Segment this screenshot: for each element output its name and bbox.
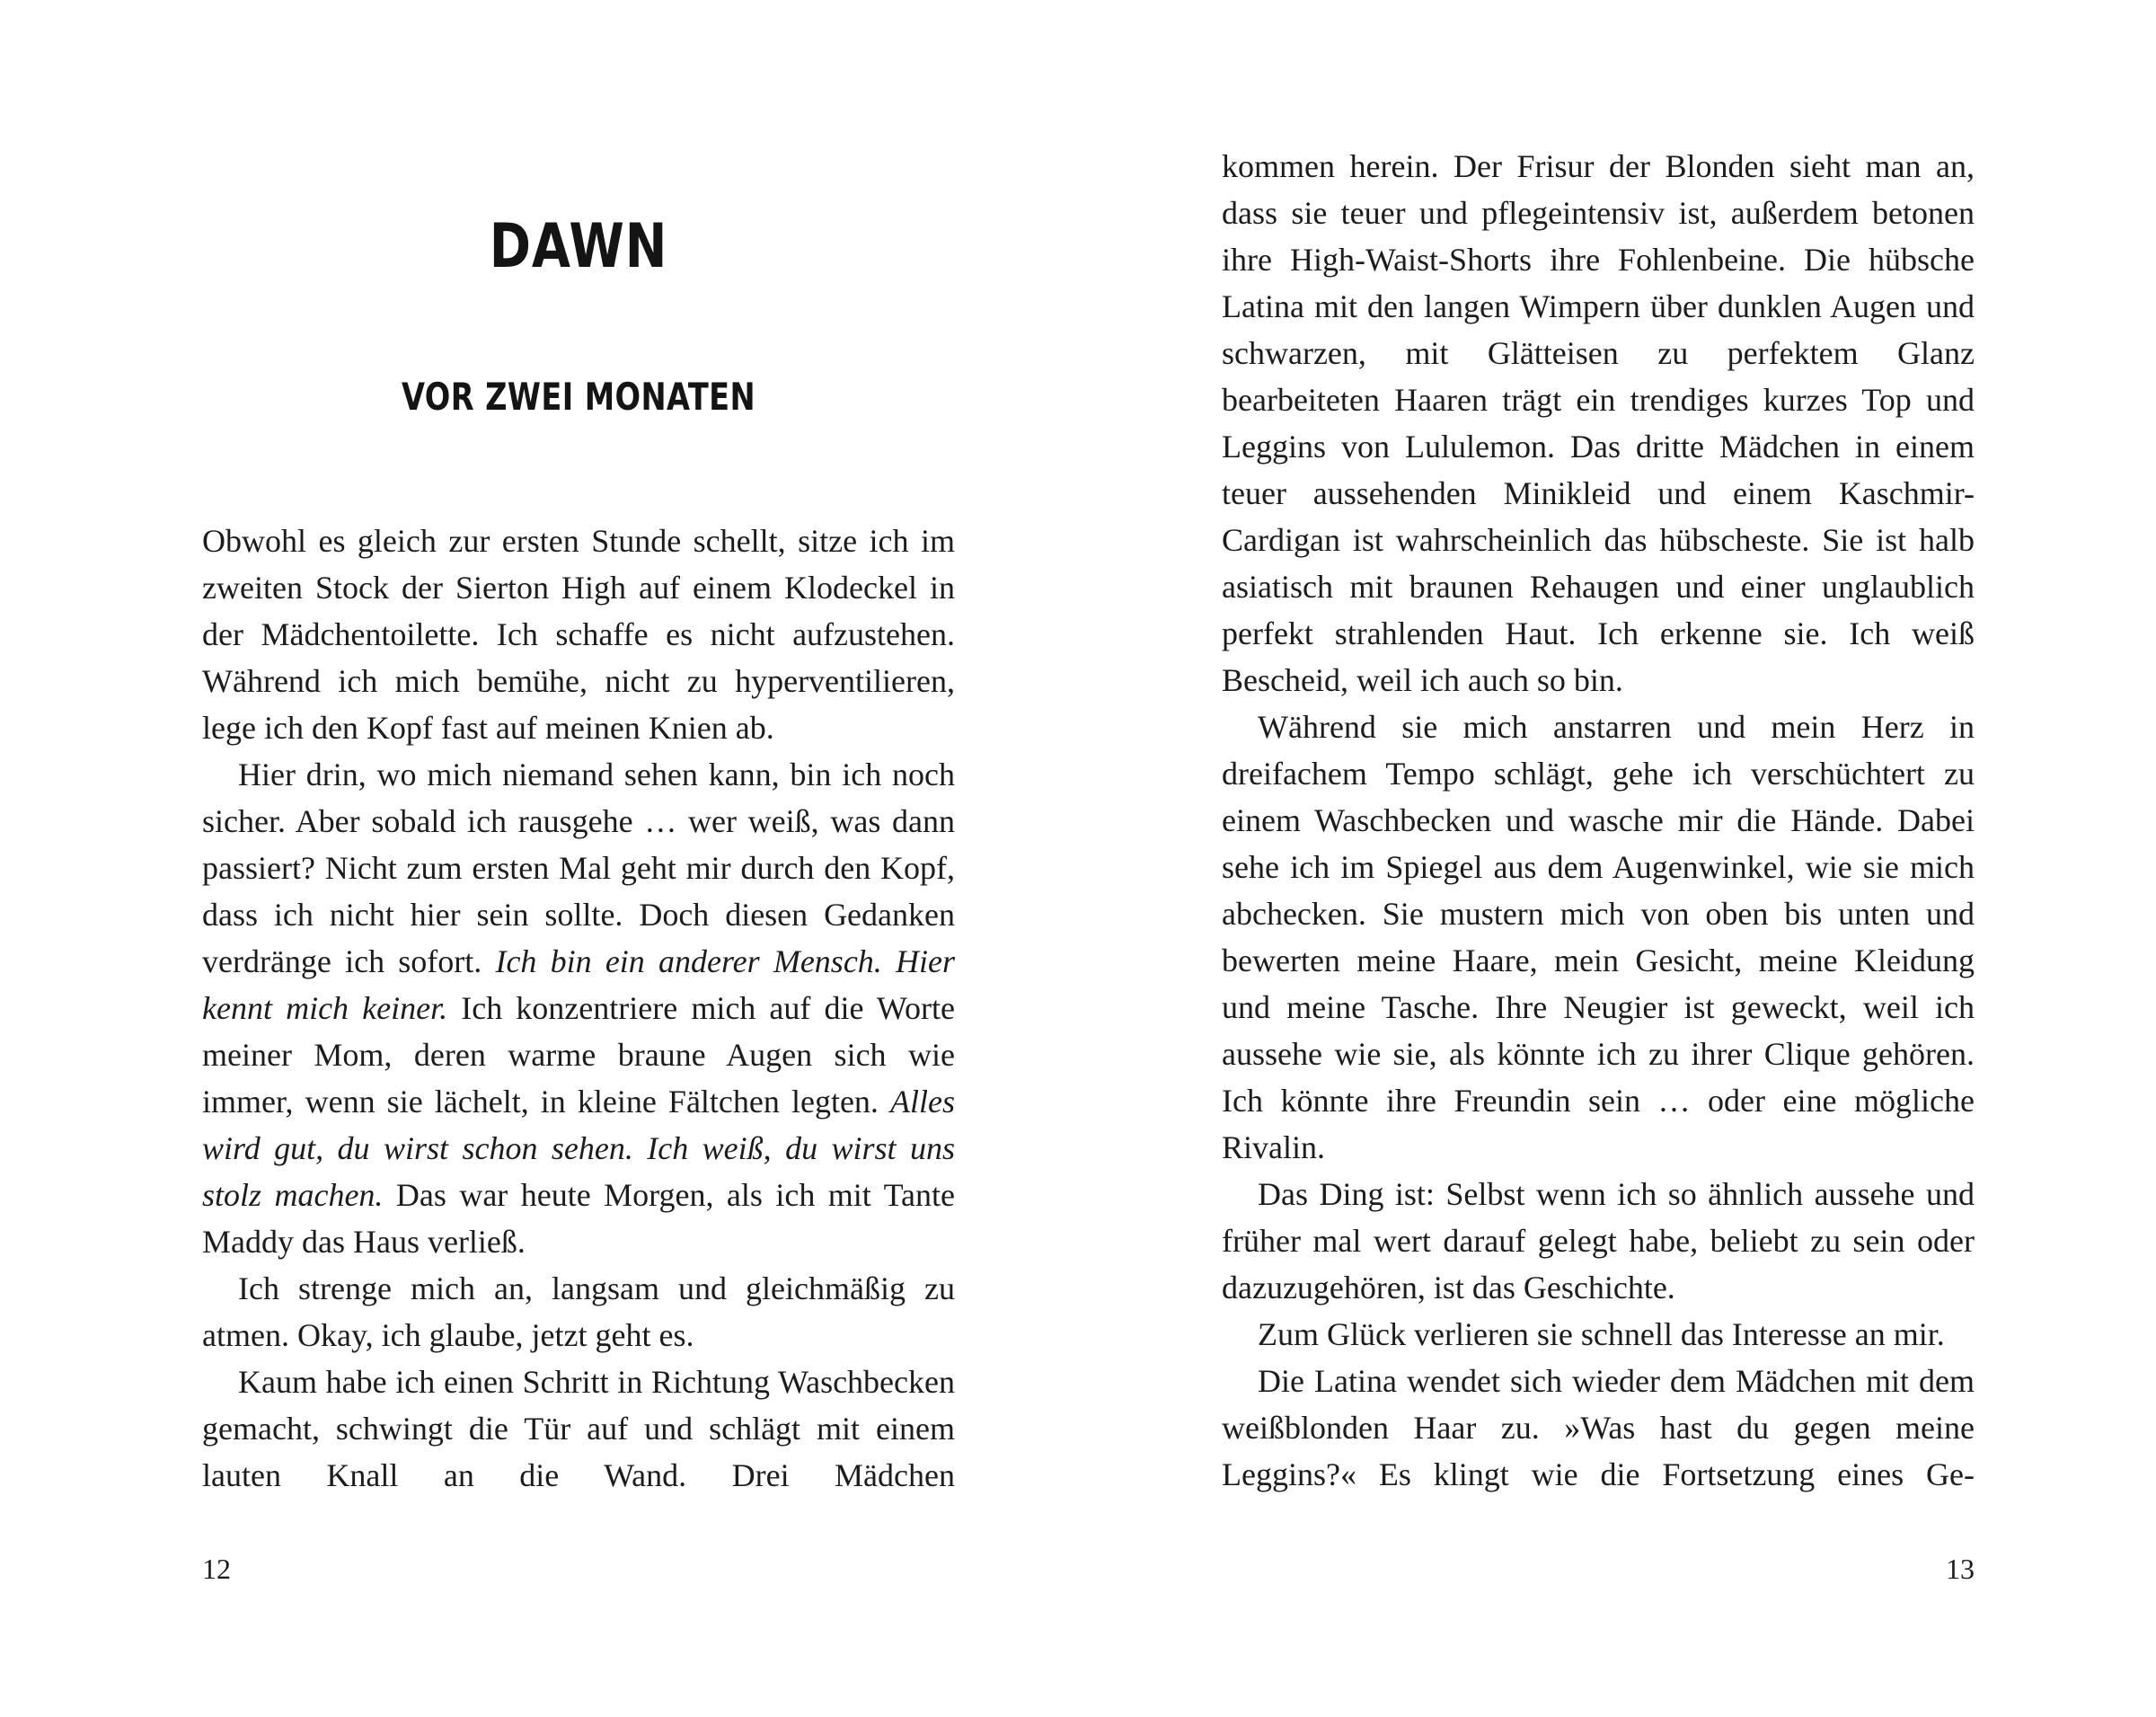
left-page xyxy=(202,0,955,1717)
paragraph: Das Ding ist: Selbst wenn ich so ähnlich aussehe und früher mal wert darauf gelegt habe, beliebt zu sein oder dazuzugehören, ist das Geschichte. xyxy=(1222,1176,1975,1305)
italic-thought: Ich bin ein anderer Mensch. Hier kennt mich keiner. xyxy=(202,943,955,1026)
italic-quote: Alles wird gut, du wirst schon sehen. Ich weiß, du wirst uns stolz machen. xyxy=(202,1084,955,1213)
paragraph: Zum Glück verlieren sie schnell das Interesse an mir. xyxy=(1258,1316,1945,1352)
paragraph: kommen herein. Der Frisur der Blonden sieht man an, dass sie teuer und pflegeintensiv ist, außerdem betonen ihre High-Waist-Shorts ihre Fohlenbeine. Die hübsche Latina mit den langen Wimpern über dunklen Augen und schwarzen, mit Glätteisen zu perfektem Glanz bearbeiteten Haaren trägt ein trendiges kurzes Top und Leggins von Lululemon. Das dritte Mädchen in einem teuer aussehenden Minikleid und einem Kaschmir-Cardigan ist wahrscheinlich das hübscheste. Sie ist halb asiatisch mit braunen Rehaugen und einer unglaublich perfekt strahlenden Haut. Ich erkenne sie. Ich weiß Bescheid, weil ich auch so bin. xyxy=(1222,148,1975,698)
paragraph xyxy=(202,751,955,1265)
paragraph: Obwohl es gleich zur ersten Stunde schellt, sitze ich im zweiten Stock der Sierton High auf einem Klodeckel in der Mädchentoilette. Ich schaffe es nicht aufzustehen. Während ich mich bemühe, nicht zu hyperventilieren, lege ich den Kopf fast auf meinen Knien ab. xyxy=(202,523,955,746)
paragraph: Die Latina wendet sich wieder dem Mädchen mit dem weißblonden Haar zu. »Was hast du gegen meine Leggins?« Es klingt wie die Fortsetzung eines Ge- xyxy=(1222,1363,1975,1492)
paragraph-text: Hier drin, wo mich niemand sehen kann, bin ich noch sicher. Aber sobald ich rausgehe … wer weiß, was dann passiert? Nicht zum ersten Mal geht mir durch den Kopf, dass ich nicht hier sein sollte. Doch diesen Gedanken verdränge ich sofort. xyxy=(202,757,955,979)
chapter-title: DAWN xyxy=(489,211,668,282)
right-page-body xyxy=(1222,143,1975,1498)
left-page-body xyxy=(202,518,955,1499)
paragraph-text: Ich konzentriere mich auf die Worte meiner Mom, deren warme braune Augen sich wie immer, wenn sie lächelt, in kleine Fältchen legten. xyxy=(202,990,955,1120)
paragraph: Ich strenge mich an, langsam und gleichmäßig zu atmen. Okay, ich glaube, jetzt geht es. xyxy=(202,1270,955,1353)
right-page xyxy=(1222,0,1975,1717)
paragraph: Kaum habe ich einen Schritt in Richtung Waschbecken gemacht, schwingt die Tür auf und schlägt mit einem lauten Knall an die Wand. Drei Mädchen xyxy=(202,1364,955,1493)
paragraph-text: Das war heute Morgen, als ich mit Tante Maddy das Haus verließ. xyxy=(202,1177,956,1260)
page-number: 12 xyxy=(202,1553,231,1585)
paragraph: Während sie mich anstarren und mein Herz in dreifachem Tempo schlägt, gehe ich verschüchtert zu einem Waschbecken und wasche mir die Hände. Dabei sehe ich im Spiegel aus dem Augenwinkel, wie sie mich abchecken. Sie mustern mich von oben bis unten und bewerten meine Haare, mein Gesicht, meine Kleidung und meine Tasche. Ihre Neugier ist geweckt, weil ich aussehe wie sie, als könnte ich zu ihrer Clique gehören. Ich könnte ihre Freundin sein … oder eine mögliche Rivalin. xyxy=(1222,709,1975,1165)
chapter-subtitle: VOR ZWEI MONATEN xyxy=(401,375,756,419)
page-number: 13 xyxy=(1946,1553,1975,1585)
